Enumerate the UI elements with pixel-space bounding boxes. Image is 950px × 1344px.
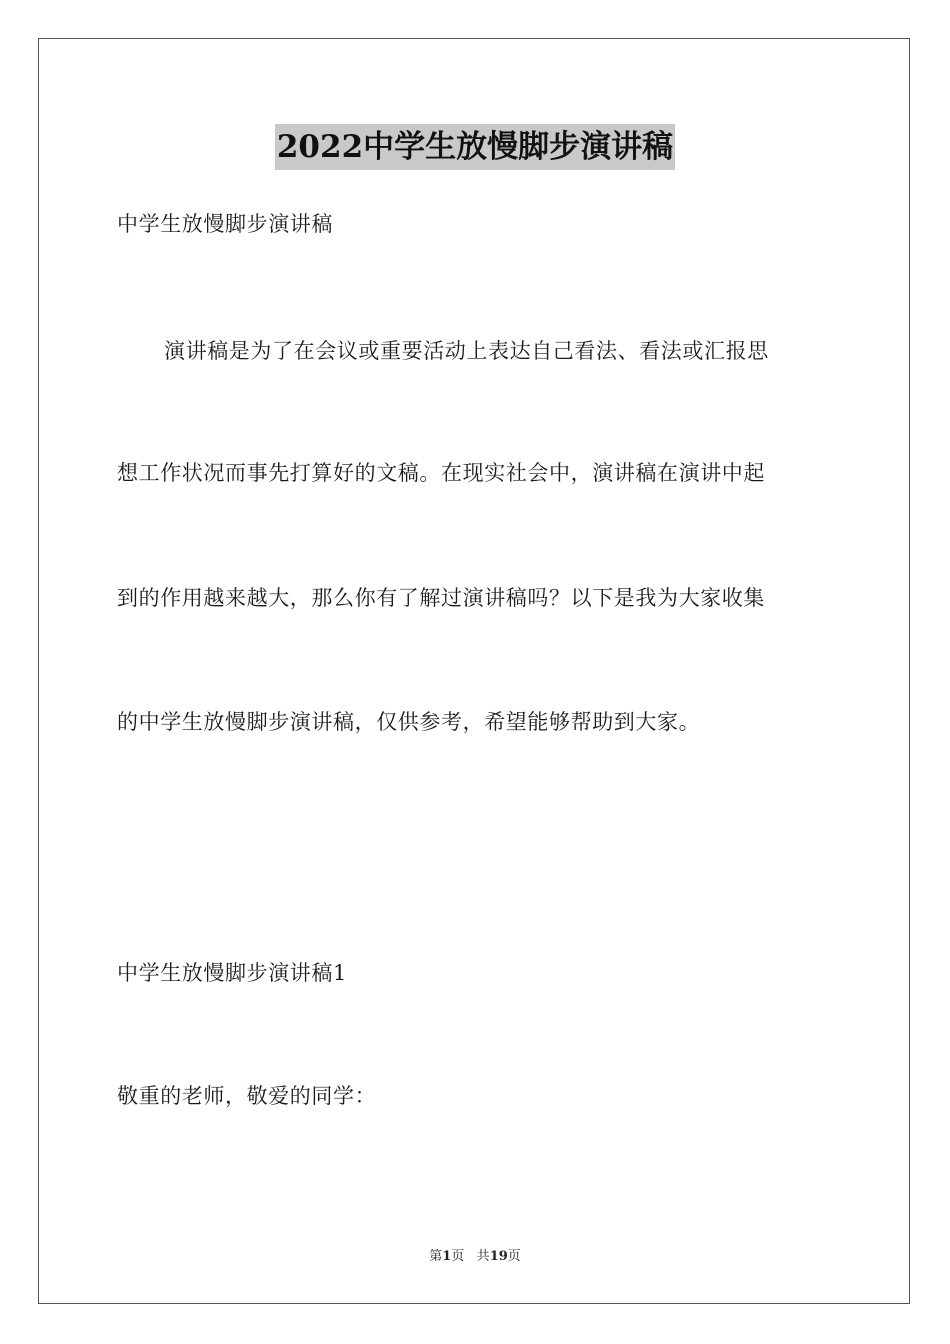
footer-total-prefix: 共: [476, 1249, 490, 1264]
intro-line-1: 演讲稿是为了在会议或重要活动上表达自己看法、看法或汇报思: [164, 339, 769, 363]
document-subtitle: 中学生放慢脚步演讲稿: [117, 212, 333, 236]
title-container: [0, 124, 950, 170]
intro-line-3: 到的作用越来越大，那么你有了解过演讲稿吗？以下是我为大家收集: [117, 586, 765, 610]
document-title: 2022中学生放慢脚步演讲稿: [275, 124, 675, 170]
section-heading: 中学生放慢脚步演讲稿1: [117, 961, 347, 985]
footer-total-unit: 页: [507, 1249, 521, 1264]
page-footer: [0, 1248, 950, 1266]
footer-total-pages: 19: [489, 1249, 508, 1264]
footer-page-prefix: 第: [429, 1249, 443, 1264]
salutation: 敬重的老师，敬爱的同学：: [117, 1084, 377, 1108]
intro-line-4: 的中学生放慢脚步演讲稿，仅供参考，希望能够帮助到大家。: [117, 710, 701, 734]
footer-page-number: 1: [442, 1249, 452, 1264]
footer-page-unit: 页: [451, 1249, 465, 1264]
intro-line-2: 想工作状况而事先打算好的文稿。在现实社会中，演讲稿在演讲中起: [117, 461, 765, 485]
